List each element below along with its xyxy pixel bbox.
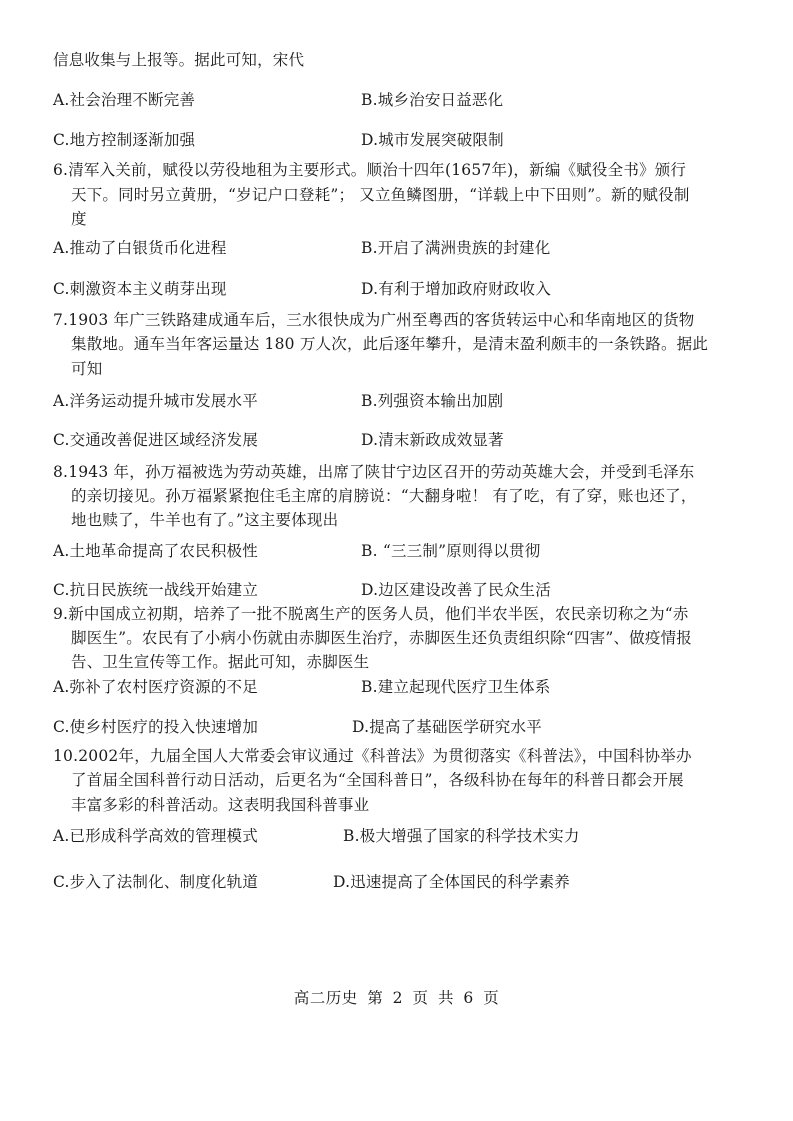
question-9-stem-line-2: 脚医生”。农民有了小病小伤就由赤脚医生治疗，赤脚医生还负责组织除“四害”、做疫情报 [71,629,692,647]
footer-total-pages: 6 [463,989,474,1007]
q5-option-d: D.城市发展突破限制 [361,131,504,149]
q5-option-c: C.地方控制逐渐加强 [53,131,196,149]
q6-option-b: B.开启了满洲贵族的封建化 [361,239,551,257]
q6-option-a: A.推动了白银货币化进程 [53,239,227,257]
q5-option-b: B.城乡治安日益恶化 [361,91,504,109]
q9-option-d: D.提高了基础医学研究水平 [352,718,542,736]
q8-option-c: C.抗日民族统一战线开始建立 [53,581,259,599]
question-6-stem-line-2: 天下。同时另立黄册，“岁记户口登耗”； 又立鱼鳞图册，“详载上中下田则”。新的赋役制 [71,186,690,204]
q9-option-a: A.弥补了农村医疗资源的不足 [53,678,258,696]
q8-option-b: B. “三三制”原则得以贯彻 [361,542,541,560]
question-5-tail: 信息收集与上报等。据此可知，宋代 [53,51,305,69]
footer-page-number: 2 [392,989,404,1007]
question-10-stem-line-1: 10.2002年，九届全国人大常委会审议通过《科普法》为贯彻落实《科普法》，中国科协举办 [53,747,692,765]
question-9-stem-line-1: 9.新中国成立初期，培养了一批不脱离生产的医务人员，他们半农半医，农民亲切称之为“赤 [53,605,689,623]
question-7-stem-line-2: 集散地。通车当年客运量达 180 万人次，此后逐年攀升，是清末盈利颇丰的一条铁路。据此 [71,335,709,353]
q10-option-a: A.已形成科学高效的管理模式 [53,827,258,845]
q10-option-d: D.迅速提高了全体国民的科学素养 [333,873,571,891]
q7-option-b: B.列强资本输出加剧 [361,392,504,410]
question-8-stem-line-2: 的亲切接见。孙万福紧紧抱住毛主席的肩膀说：“大翻身啦！ 有了吃，有了穿，账也还了， [71,487,697,505]
question-7-stem-line-3: 可知 [71,360,103,378]
footer-total-unit: 页 [483,989,500,1007]
q8-option-a: A.土地革命提高了农民积极性 [53,542,258,560]
footer-subject: 高二历史 [293,989,358,1007]
q6-option-c: C.刺激资本主义萌芽出现 [53,280,227,298]
question-7-stem-line-1: 7.1903 年广三铁路建成通车后，三水很快成为广州至粤西的客货转运中心和华南地区的货物 [53,311,695,329]
question-8-stem-line-3: 地也赎了，牛羊也有了。”这主要体现出 [71,511,339,529]
footer-page-prefix: 第 [367,989,384,1007]
footer-total-prefix: 共 [437,989,454,1007]
q10-option-b: B.极大增强了国家的科学技术实力 [343,827,580,845]
q9-option-c: C.使乡村医疗的投入快速增加 [53,718,259,736]
question-10-stem-line-2: 了首届全国科普行动日活动，后更名为“全国科普日”，各级科协在每年的科普日都会开展 [71,771,684,789]
q5-option-a: A.社会治理不断完善 [53,91,196,109]
question-9-stem-line-3: 告、卫生宣传等工作。据此可知，赤脚医生 [71,653,370,671]
q8-option-d: D.边区建设改善了民众生活 [361,581,551,599]
question-6-stem-line-3: 度 [71,210,87,228]
q7-option-d: D.清末新政成效显著 [361,431,504,449]
question-10-stem-line-3: 丰富多彩的科普活动。这表明我国科普事业 [71,796,370,814]
q7-option-c: C.交通改善促进区域经济发展 [53,431,259,449]
q6-option-d: D.有利于增加政府财政收入 [361,280,551,298]
q10-option-c: C.步入了法制化、制度化轨道 [53,873,259,891]
question-8-stem-line-1: 8.1943 年，孙万福被选为劳动英雄，出席了陕甘宁边区召开的劳动英雄大会，并受到毛泽东 [53,463,695,481]
page-footer [0,986,793,1008]
footer-page-unit: 页 [412,989,429,1007]
q9-option-b: B.建立起现代医疗卫生体系 [361,678,551,696]
question-6-stem-line-1: 6.清军入关前，赋役以劳役地租为主要形式。顺治十四年(1657年)，新编《赋役全书》颁行 [53,161,687,179]
q7-option-a: A.洋务运动提升城市发展水平 [53,392,258,410]
